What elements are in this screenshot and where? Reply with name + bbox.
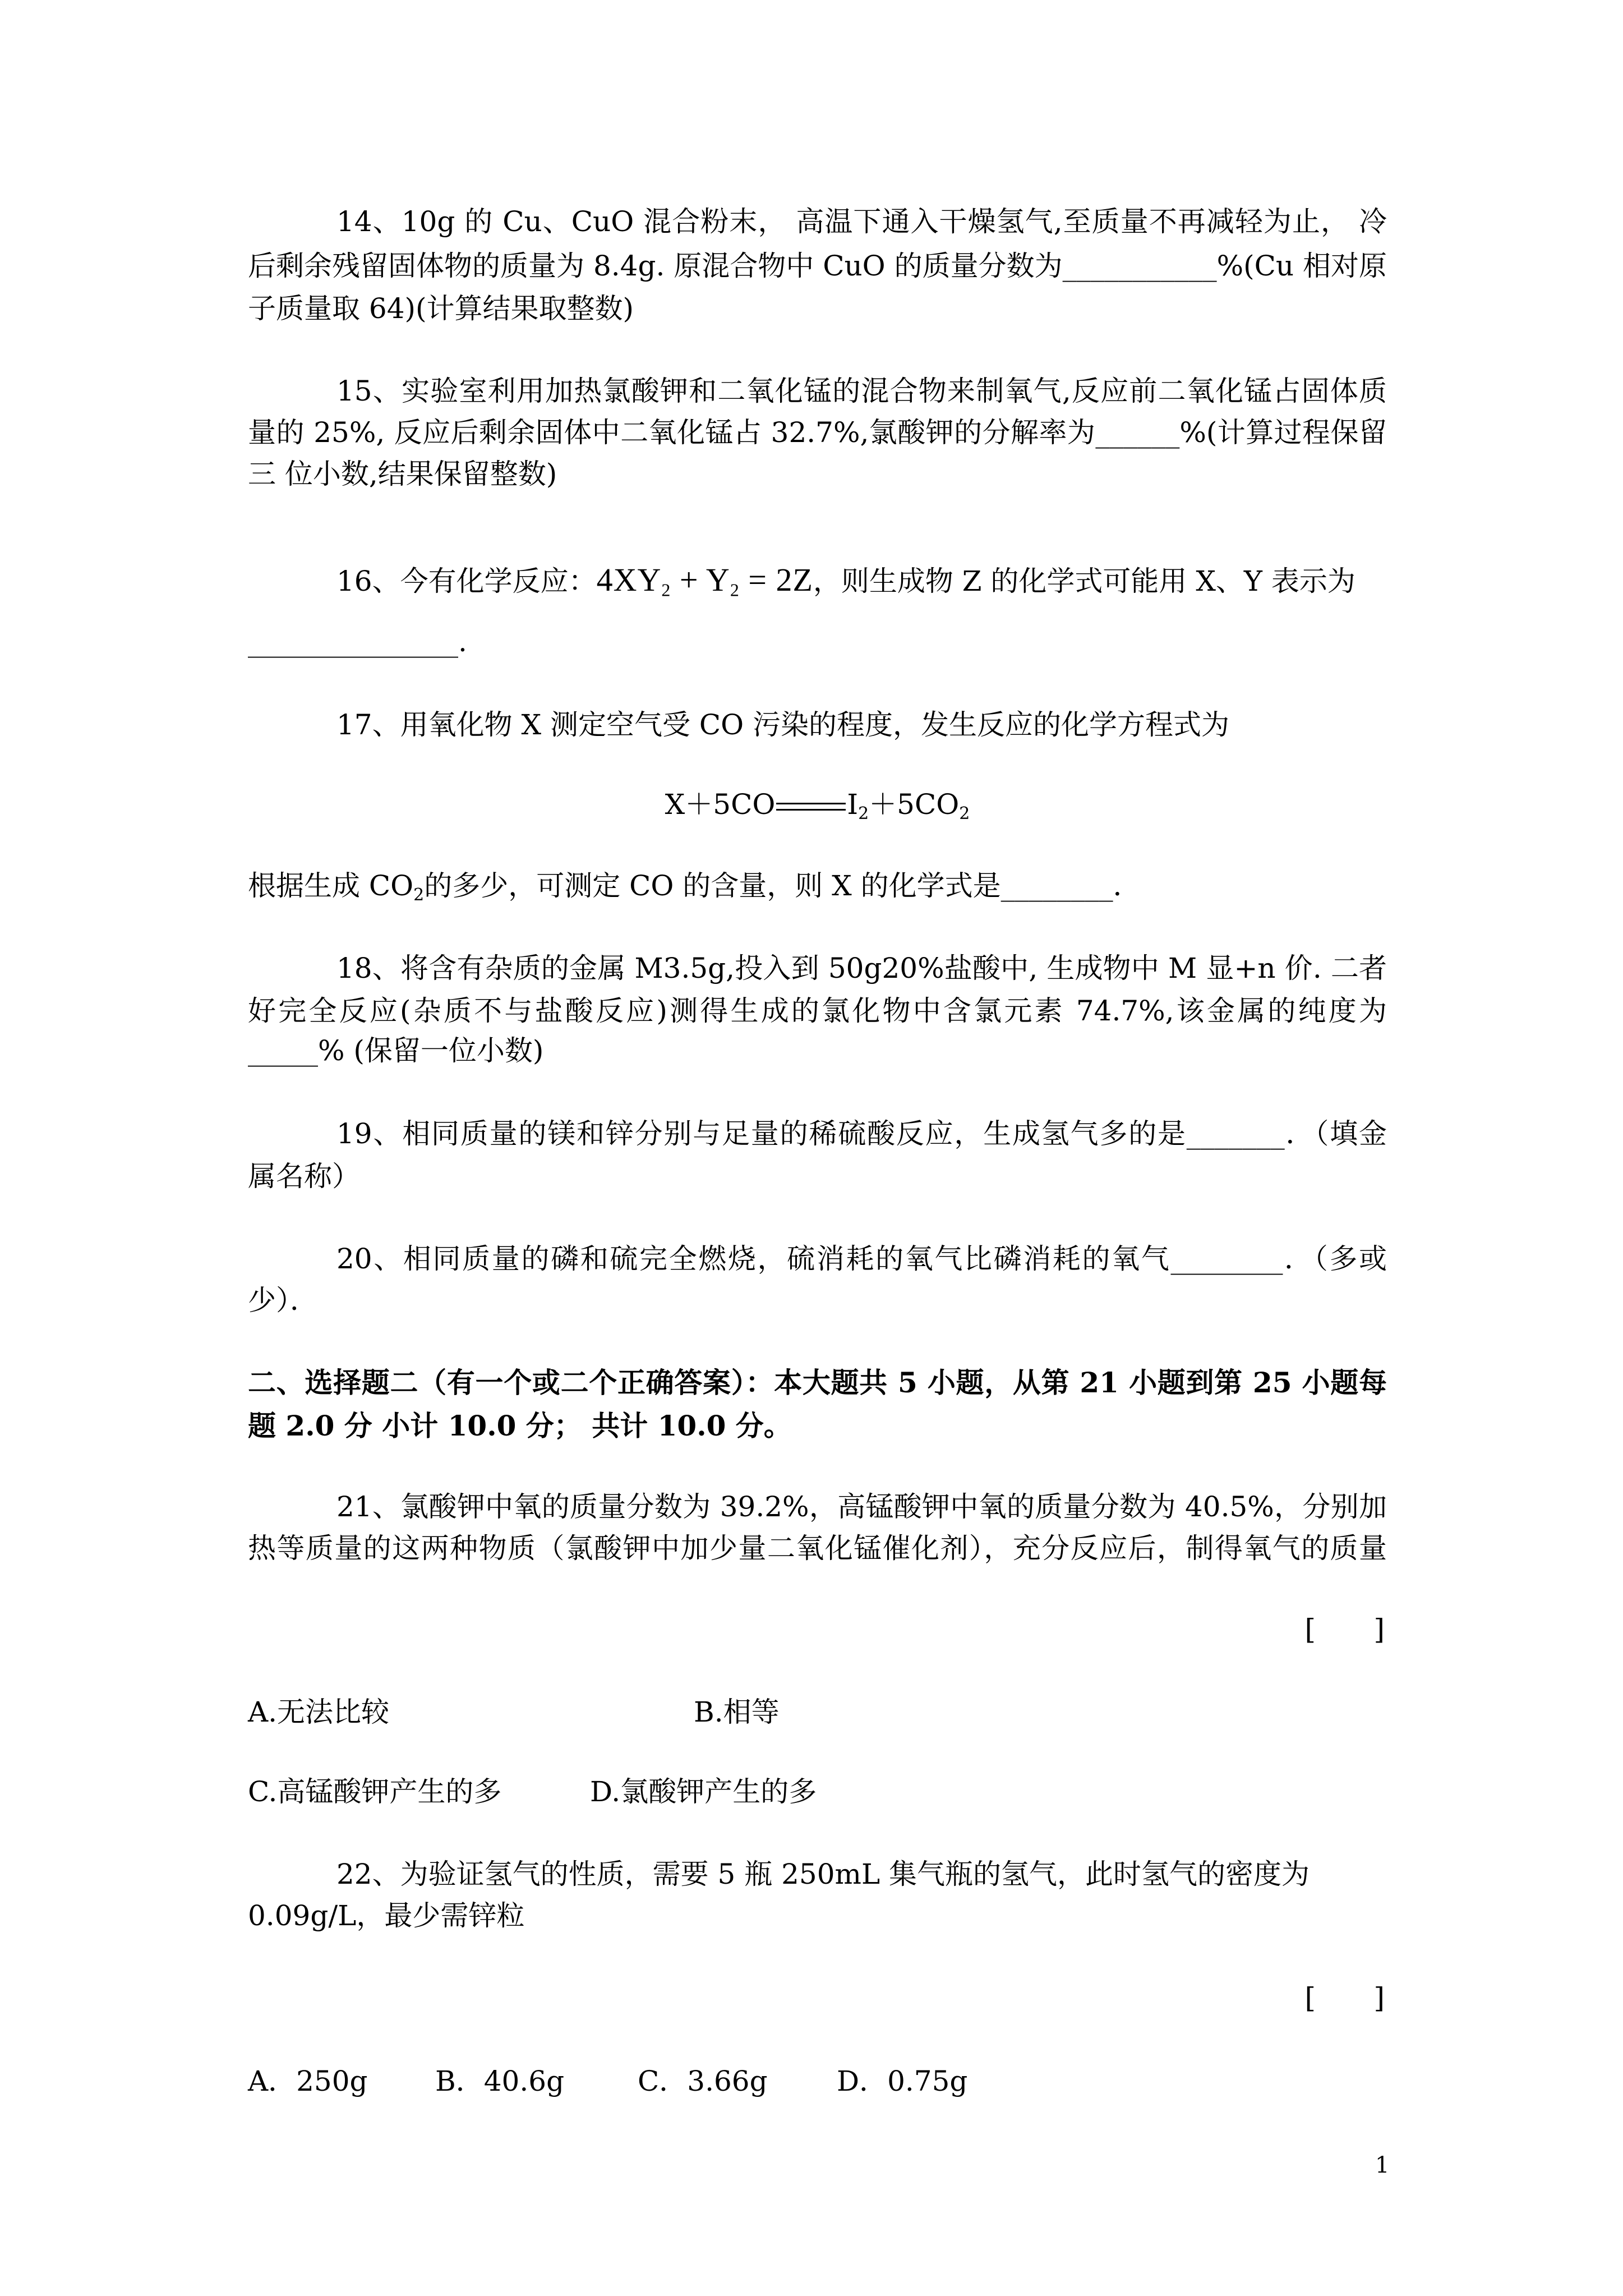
q18-line-1: 18、将含有杂质的金属 M3.5g,投入到 50g20%盐酸中, 生成物中 M 显+n 价. 二者: [336, 952, 1387, 984]
q17-line-2: [248, 868, 1387, 904]
q17-co2-sub: 2: [413, 885, 425, 904]
equals-bar: [776, 803, 846, 811]
equation-iodine-sub: 2: [858, 804, 869, 822]
q17-line-2-end: 的多少，可测定 CO 的含量，则 X 的化学式是________．: [424, 869, 1141, 902]
q15-line-1: 15、实验室利用加热氯酸钾和二氧化锰的混合物来制氧气,反应前二氧化锰占固体质: [336, 375, 1387, 407]
equation-co2: ＋5CO: [869, 788, 960, 821]
q16-answer-blank: _______________.: [248, 625, 467, 658]
q16-formula: [597, 562, 813, 598]
section-heading-line-2: 题 2.0 分 小计 10.0 分； 共计 10.0 分。: [248, 1409, 792, 1442]
q17-line-1: 17、用氧化物 X 测定空气受 CO 污染的程度，发生反应的化学方程式为: [336, 708, 1230, 741]
q17-line-2-start: 根据生成 CO: [248, 869, 414, 902]
q19-line-2: 属名称）: [248, 1160, 360, 1193]
q20-line-2: 少）．: [248, 1284, 318, 1317]
q22-option-d: D．0.75g: [837, 2065, 968, 2097]
page-number: 1: [1375, 2152, 1390, 2178]
formula-part-b: + Y: [671, 562, 730, 598]
q21-option-a: A.无法比较: [248, 1696, 390, 1728]
q18-line-3: _____% (保留一位小数): [248, 1034, 544, 1067]
q14-line-3: 子质量取 64)(计算结果取整数): [248, 292, 634, 325]
q22-line-1: 22、为验证氢气的性质，需要 5 瓶 250mL 集气瓶的氢气，此时氢气的密度为: [336, 1858, 1310, 1890]
q21-line-1: 21、氯酸钾中氧的质量分数为 39.2%，高锰酸钾中氧的质量分数为 40.5%，分别加: [336, 1490, 1387, 1523]
q15-line-3: 三 位小数,结果保留整数): [248, 458, 557, 490]
q21-answer-bracket: [ ]: [1304, 1613, 1387, 1646]
q22-option-a: A．250g: [248, 2065, 368, 2097]
q14-line-1: 14、10g 的 Cu、CuO 混合粉末， 高温下通入干燥氢气,至质量不再减轻为止， 冷: [336, 205, 1387, 238]
q15-line-2: 量的 25%, 反应后剩余固体中二氧化锰占 32.7%,氯酸钾的分解率为______%(计算过程保留: [248, 416, 1387, 449]
q18-line-2: 好完全反应(杂质不与盐酸反应)测得生成的氯化物中含氯元素 74.7%,该金属的纯度为: [248, 995, 1387, 1027]
q21-option-d: D.氯酸钾产生的多: [590, 1775, 817, 1808]
q16-prefix: 16、今有化学反应：: [336, 565, 597, 597]
q16-line-1: [336, 562, 1387, 598]
q22-option-b: B．40.6g: [435, 2065, 565, 2097]
q19-line-1: 19、相同质量的镁和锌分别与足量的稀硫酸反应，生成氢气多的是_______．（填金: [336, 1117, 1387, 1150]
q21-line-2: 热等质量的这两种物质（氯酸钾中加少量二氧化锰催化剂），充分反应后，制得氧气的质量: [248, 1532, 1387, 1565]
q20-line-1: 20、相同质量的磷和硫完全燃烧，硫消耗的氧气比磷消耗的氧气________．（多或: [336, 1243, 1387, 1275]
section-heading-line-1: 二、选择题二（有一个或二个正确答案）：本大题共 5 小题，从第 21 小题到第 25 小题每: [248, 1366, 1387, 1399]
formula-sub-b: 2: [730, 580, 740, 598]
q21-option-b: B.相等: [694, 1696, 780, 1728]
q22-answer-bracket: [ ]: [1304, 1982, 1387, 2014]
q17-equation: [248, 786, 1387, 822]
q22-line-2: 0.09g/L，最少需锌粒: [248, 1899, 525, 1932]
q22-option-c: C．3.66g: [638, 2065, 768, 2097]
equation-left: X＋5CO: [665, 788, 776, 821]
q16-suffix: ，则生成物 Z 的化学式可能用 X、Y 表示为: [813, 565, 1355, 597]
formula-part-c: = 2Z: [739, 562, 813, 598]
q14-line-2: 后剩余残留固体物的质量为 8.4g. 原混合物中 CuO 的质量分数为___________%(Cu 相对原: [248, 250, 1387, 282]
formula-sub-a: 2: [661, 580, 671, 598]
equation-co2-sub: 2: [959, 804, 970, 822]
q21-option-c: C.高锰酸钾产生的多: [248, 1775, 502, 1808]
equation-iodine: I: [847, 788, 859, 821]
formula-part-a: 4XY: [596, 562, 662, 598]
